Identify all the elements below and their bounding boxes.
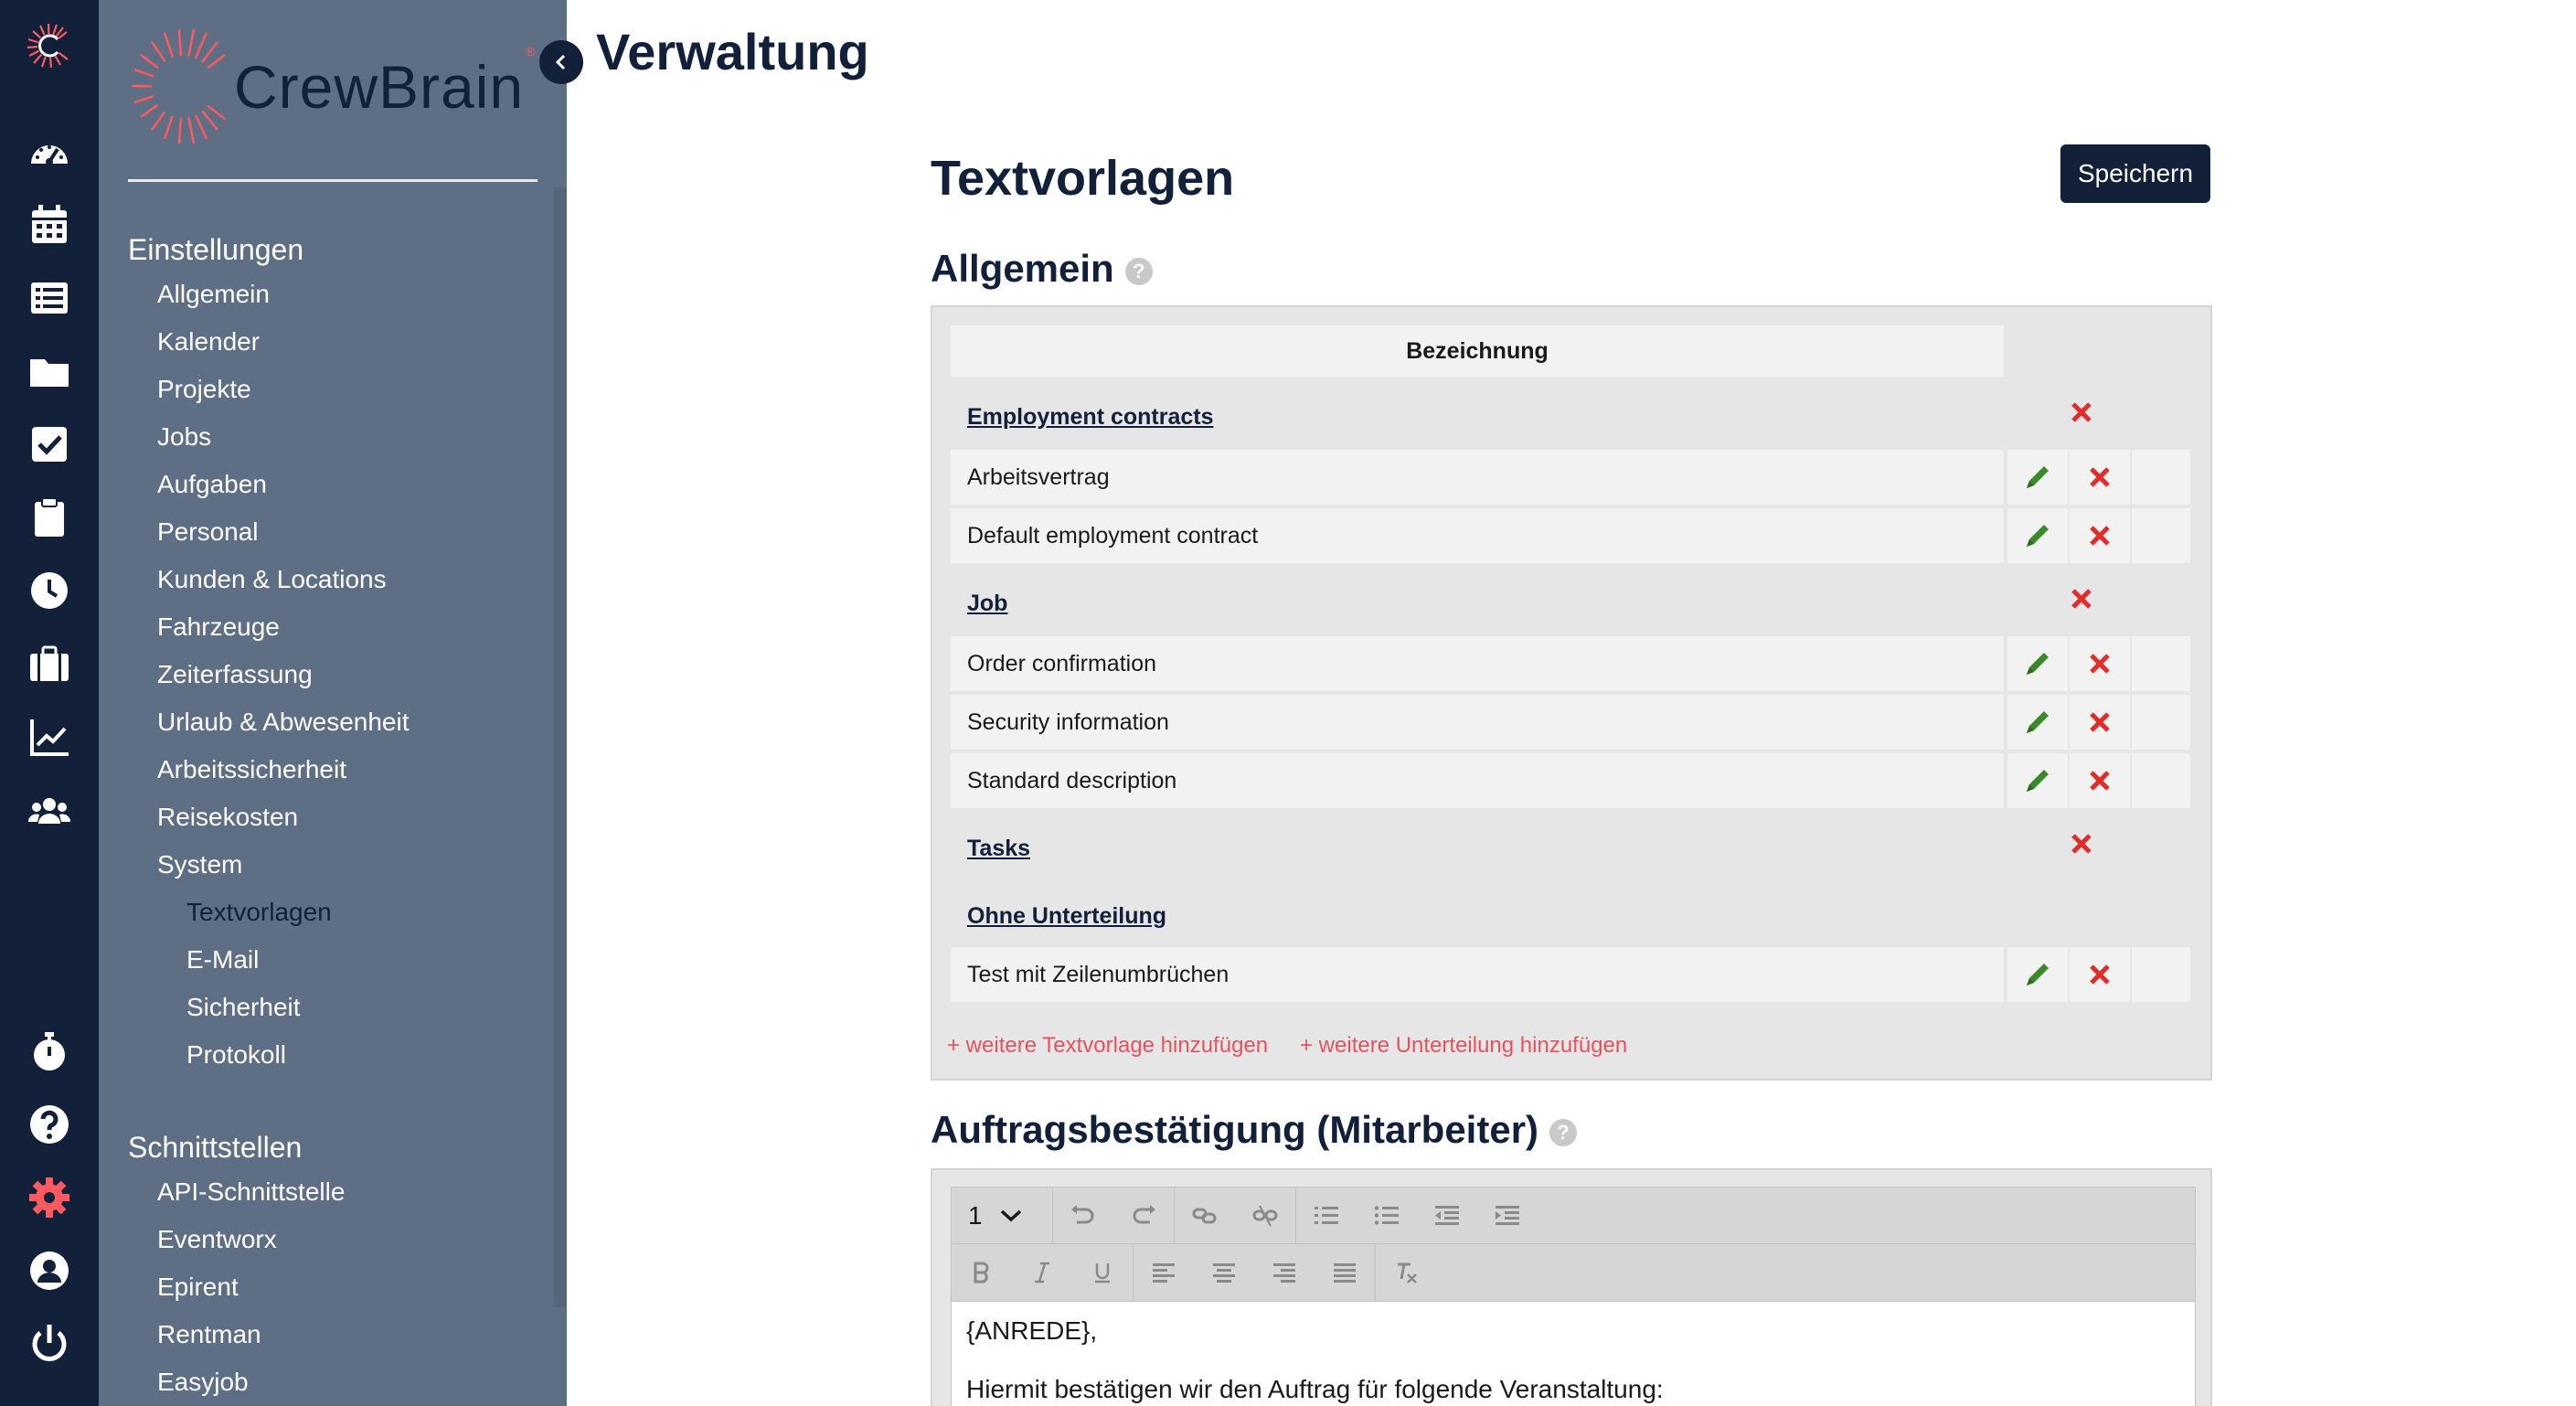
- sidebar-item-sicherheit[interactable]: Sicherheit: [186, 993, 301, 1021]
- edit-button[interactable]: [2007, 450, 2068, 505]
- order-confirmation-heading-text: Auftragsbestätigung (Mitarbeiter): [931, 1108, 1539, 1151]
- delete-x-icon: [2088, 465, 2112, 489]
- brand-name: CrewBrain: [234, 53, 525, 121]
- sidebar-item-epirent[interactable]: Epirent: [157, 1273, 239, 1301]
- unlink-icon: [1251, 1204, 1279, 1228]
- delete-button[interactable]: [2070, 947, 2130, 1002]
- align-right-button[interactable]: [1254, 1244, 1315, 1301]
- edit-button[interactable]: [2007, 508, 2068, 563]
- icon-rail: [0, 0, 99, 1406]
- general-heading-text: Allgemein: [931, 247, 1114, 290]
- users-icon[interactable]: [22, 783, 77, 837]
- delete-button[interactable]: [2070, 450, 2130, 505]
- collapse-sidebar-button[interactable]: [539, 40, 583, 84]
- outdent-icon: [1433, 1204, 1461, 1228]
- sidebar: [99, 0, 567, 1406]
- sidebar-item-protokoll[interactable]: Protokoll: [186, 1040, 286, 1069]
- delete-x-icon: [2070, 832, 2093, 856]
- bold-button[interactable]: [952, 1244, 1012, 1301]
- delete-x-icon: [2070, 400, 2093, 424]
- indent-button[interactable]: [1477, 1188, 1538, 1244]
- bullet-list-button[interactable]: [1357, 1188, 1417, 1244]
- editor-line: {ANREDE},: [966, 1316, 1098, 1345]
- delete-group-button[interactable]: [2068, 830, 2095, 857]
- rich-text-editor: [931, 1168, 2212, 1406]
- sidebar-item-personal[interactable]: Personal: [157, 517, 259, 546]
- delete-x-icon: [2088, 769, 2112, 793]
- pencil-icon: [2022, 707, 2053, 738]
- align-center-button[interactable]: [1194, 1244, 1254, 1301]
- user-icon[interactable]: [22, 1243, 77, 1298]
- sidebar-item-system[interactable]: System: [157, 850, 243, 879]
- edit-button[interactable]: [2007, 695, 2068, 750]
- bullet-list-icon: [1373, 1204, 1400, 1228]
- row-spacer: [2132, 695, 2190, 750]
- align-justify-button[interactable]: [1315, 1244, 1375, 1301]
- sidebar-item-eventworx[interactable]: Eventworx: [157, 1225, 277, 1253]
- folder-icon[interactable]: [22, 344, 77, 399]
- editor-content[interactable]: [951, 1302, 2196, 1406]
- pencil-icon: [2022, 520, 2053, 551]
- redo-icon: [1130, 1204, 1157, 1228]
- delete-group-button[interactable]: [2068, 585, 2095, 612]
- sidebar-item-urlaub[interactable]: Urlaub & Abwesenheit: [157, 708, 410, 736]
- clear-format-icon: [1392, 1261, 1420, 1284]
- format-select[interactable]: [952, 1188, 1052, 1244]
- link-icon: [1191, 1204, 1219, 1228]
- row-spacer: [2132, 753, 2190, 808]
- sidebar-item-aufgaben[interactable]: Aufgaben: [157, 470, 267, 498]
- section-settings: Einstellungen: [128, 233, 304, 266]
- table-row[interactable]: Default employment contract: [951, 508, 2004, 563]
- stopwatch-icon[interactable]: [22, 1024, 77, 1079]
- help-icon[interactable]: ?: [1125, 258, 1153, 285]
- sidebar-item-reisekosten[interactable]: Reisekosten: [157, 803, 299, 831]
- clear-format-button[interactable]: [1376, 1244, 1436, 1301]
- settings-nav: [128, 229, 530, 1406]
- editor-line: Hiermit bestätigen wir den Auftrag für folgende Veranstaltung:: [966, 1375, 1664, 1403]
- table-row[interactable]: Standard description: [951, 753, 2004, 808]
- delete-x-icon: [2070, 587, 2093, 611]
- link-button[interactable]: [1175, 1188, 1235, 1244]
- table-row[interactable]: Order confirmation: [951, 636, 2004, 691]
- group-title[interactable]: Ohne Unterteilung: [967, 903, 1167, 929]
- align-left-button[interactable]: [1134, 1244, 1194, 1301]
- calendar-icon[interactable]: [22, 197, 77, 252]
- dashboard-icon[interactable]: [22, 124, 77, 179]
- align-right-icon: [1271, 1261, 1298, 1284]
- delete-button[interactable]: [2070, 508, 2130, 563]
- row-spacer: [2132, 636, 2190, 691]
- page-title: Verwaltung: [596, 23, 869, 80]
- edit-button[interactable]: [2007, 947, 2068, 1002]
- row-spacer: [2132, 450, 2190, 505]
- checkbox-icon[interactable]: [22, 417, 77, 472]
- help-icon[interactable]: [22, 1097, 77, 1152]
- underline-button[interactable]: [1072, 1244, 1133, 1301]
- column-header: Bezeichnung: [951, 325, 2004, 377]
- sidebar-scrollbar[interactable]: [554, 187, 567, 1307]
- power-icon[interactable]: [22, 1316, 77, 1371]
- redo-button[interactable]: [1113, 1188, 1174, 1244]
- ordered-list-icon: [1313, 1204, 1340, 1228]
- delete-group-button[interactable]: [2068, 399, 2095, 426]
- delete-x-icon: [2088, 652, 2112, 676]
- edit-button[interactable]: [2007, 753, 2068, 808]
- crewbrain-burst-icon: [130, 27, 230, 146]
- row-spacer: [2132, 508, 2190, 563]
- sidebar-item-projekte[interactable]: Projekte: [157, 375, 251, 403]
- italic-button[interactable]: [1012, 1244, 1072, 1301]
- logo-divider: [128, 179, 538, 182]
- save-button[interactable]: Speichern: [2060, 144, 2210, 203]
- help-icon[interactable]: ?: [1549, 1119, 1577, 1146]
- bold-icon: [971, 1261, 993, 1284]
- editor-toolbar: [951, 1187, 2196, 1302]
- delete-button[interactable]: [2070, 695, 2130, 750]
- sidebar-item-arbeitssicherheit[interactable]: Arbeitssicherheit: [157, 755, 346, 783]
- general-heading: [931, 247, 1153, 291]
- sidebar-item-allgemein[interactable]: Allgemein: [157, 280, 270, 308]
- delete-button[interactable]: [2070, 753, 2130, 808]
- undo-icon: [1070, 1204, 1097, 1228]
- crewbrain-logo-icon[interactable]: [22, 18, 77, 73]
- pencil-icon: [2022, 648, 2053, 679]
- ordered-list-button[interactable]: [1296, 1188, 1357, 1244]
- delete-button[interactable]: [2070, 636, 2130, 691]
- group-title[interactable]: Tasks: [967, 836, 1031, 861]
- registered-mark: ®: [526, 44, 536, 59]
- edit-button[interactable]: [2007, 636, 2068, 691]
- sidebar-item-easyjob[interactable]: Easyjob: [157, 1368, 249, 1396]
- align-center-icon: [1210, 1261, 1238, 1284]
- section-interfaces: Schnittstellen: [128, 1131, 303, 1164]
- add-template-link[interactable]: + weitere Textvorlage hinzufügen: [947, 1033, 1269, 1058]
- add-group-link[interactable]: + weitere Unterteilung hinzufügen: [1300, 1033, 1628, 1058]
- pencil-icon: [2022, 765, 2053, 796]
- unlink-button[interactable]: [1235, 1188, 1295, 1244]
- outdent-button[interactable]: [1417, 1188, 1477, 1244]
- delete-x-icon: [2088, 524, 2112, 548]
- clock-icon[interactable]: [22, 563, 77, 618]
- table-row[interactable]: Test mit Zeilenumbrüchen: [951, 947, 2004, 1002]
- sidebar-item-zeiterfassung[interactable]: Zeiterfassung: [157, 660, 313, 688]
- clipboard-icon[interactable]: [22, 490, 77, 545]
- delete-x-icon: [2088, 963, 2112, 986]
- sidebar-item-kunden-locations[interactable]: Kunden & Locations: [157, 565, 387, 593]
- order-confirmation-heading: [931, 1108, 1577, 1152]
- sidebar-item-jobs[interactable]: Jobs: [157, 422, 212, 451]
- row-spacer: [2132, 947, 2190, 1002]
- italic-icon: [1031, 1261, 1053, 1284]
- brand-logo[interactable]: [130, 27, 535, 146]
- undo-button[interactable]: [1053, 1188, 1113, 1244]
- indent-icon: [1494, 1204, 1521, 1228]
- group-title[interactable]: Employment contracts: [967, 404, 1214, 430]
- chevron-down-icon: [999, 1209, 1023, 1223]
- sidebar-item-api[interactable]: API-Schnittstelle: [157, 1177, 346, 1206]
- align-left-icon: [1150, 1261, 1177, 1284]
- sidebar-item-textvorlagen[interactable]: Textvorlagen: [186, 898, 332, 926]
- delete-x-icon: [2088, 710, 2112, 734]
- section-title: Textvorlagen: [931, 151, 1235, 206]
- sidebar-item-fahrzeuge[interactable]: Fahrzeuge: [157, 612, 280, 641]
- chart-icon[interactable]: [22, 709, 77, 764]
- table-row[interactable]: Security information: [951, 695, 2004, 750]
- chevron-left-icon: [552, 53, 570, 71]
- list-icon[interactable]: [22, 271, 77, 325]
- format-select-value: 1: [968, 1200, 983, 1230]
- settings-icon[interactable]: [22, 1170, 77, 1225]
- pencil-icon: [2022, 959, 2053, 990]
- sidebar-item-email[interactable]: E-Mail: [186, 945, 260, 974]
- sidebar-item-kalender[interactable]: Kalender: [157, 327, 261, 356]
- table-row[interactable]: Arbeitsvertrag: [951, 450, 2004, 505]
- underline-icon: [1091, 1261, 1113, 1284]
- align-justify-icon: [1331, 1261, 1358, 1284]
- group-title[interactable]: Job: [967, 591, 1008, 616]
- briefcase-icon[interactable]: [22, 636, 77, 691]
- pencil-icon: [2022, 462, 2053, 493]
- templates-panel: [931, 305, 2212, 1081]
- sidebar-item-rentman[interactable]: Rentman: [157, 1320, 261, 1348]
